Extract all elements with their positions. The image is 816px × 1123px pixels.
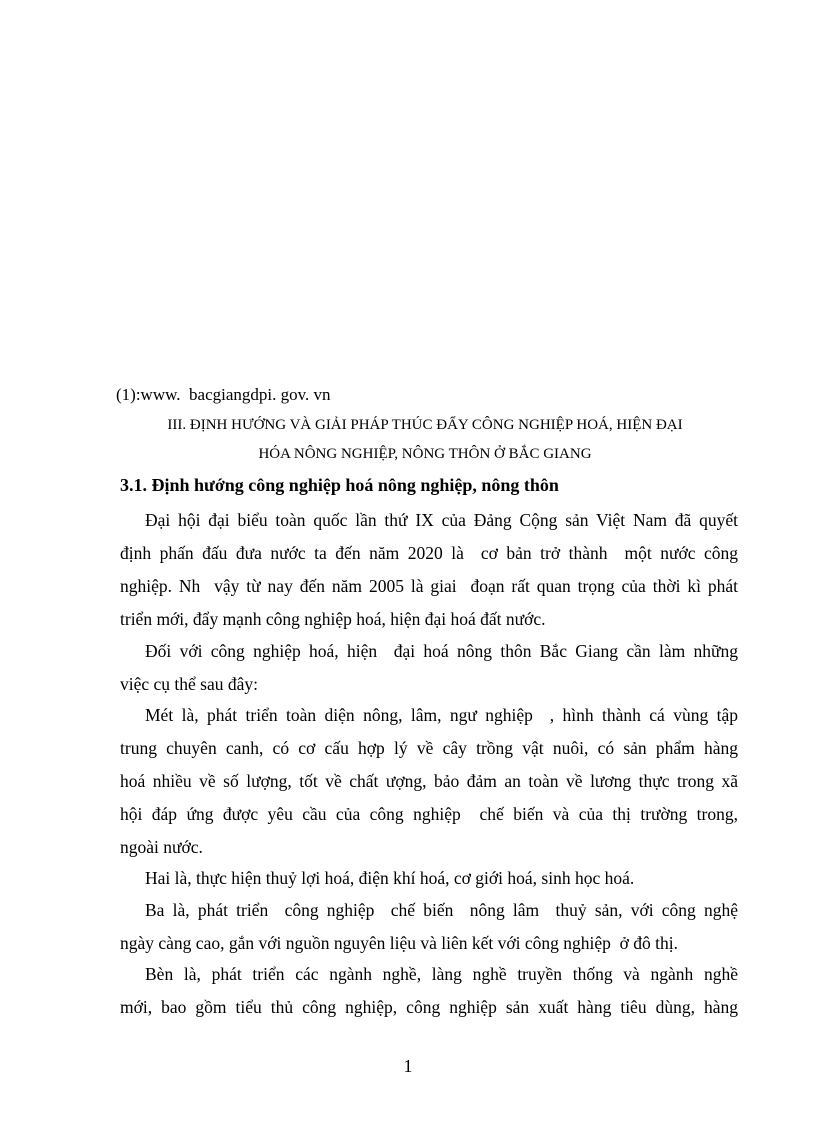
paragraph-line: hội đáp ứng được yêu cầu của công nghiệp chế biến và của thị trường trong, bbox=[120, 804, 738, 824]
paragraph-line: Mét là, phát triển toàn diện nông, lâm, ngư nghiệp , hình thành cá vùng tập bbox=[145, 705, 738, 725]
paragraph-line: mới, bao gồm tiểu thủ công nghiệp, công nghiệp sản xuất hàng tiêu dùng, hàng bbox=[120, 997, 738, 1017]
paragraph-line: hoá nhiều về số lượng, tốt về chất ượng, bảo đảm an toàn về lương thực trong xã bbox=[120, 771, 738, 791]
page-number: 1 bbox=[403, 1056, 413, 1076]
paragraph-line: Bèn là, phát triển các ngành nghề, làng nghề truyền thống và ngành nghề bbox=[145, 964, 738, 984]
section-heading-line-1: III. ĐỊNH HƯỚNG VÀ GIẢI PHÁP THÚC ĐẨY CÔNG NGHIỆP HOÁ, HIỆN ĐẠI bbox=[167, 417, 683, 433]
subsection-heading: 3.1. Định hướng công nghiệp hoá nông nghiệp, nông thôn bbox=[120, 475, 559, 495]
paragraph-line: Đại hội đại biểu toàn quốc lần thứ IX của Đảng Cộng sản Việt Nam đã quyết bbox=[145, 510, 738, 530]
paragraph-line: việc cụ thể sau đây: bbox=[120, 674, 259, 694]
paragraph-line: Đối với công nghiệp hoá, hiện đại hoá nông thôn Bắc Giang cần làm những bbox=[145, 641, 738, 661]
paragraph-line: ngày càng cao, gắn với nguồn nguyên liệu và liên kết với công nghiệp ở đô thị. bbox=[120, 933, 678, 953]
paragraph-line: Hai là, thực hiện thuỷ lợi hoá, điện khí hoá, cơ giới hoá, sinh học hoá. bbox=[145, 868, 635, 888]
paragraph-line: nghiệp. Nh vậy từ nay đến năm 2005 là giai đoạn rất quan trọng của thời kì phát bbox=[120, 576, 738, 596]
footnote: (1):www. bacgiangdpi. gov. vn bbox=[116, 385, 331, 404]
section-heading-line-2: HÓA NÔNG NGHIỆP, NÔNG THÔN Ở BẮC GIANG bbox=[258, 446, 592, 462]
paragraph-line: ngoài nước. bbox=[120, 837, 203, 857]
paragraph-line: Ba là, phát triển công nghiệp chế biến nông lâm thuỷ sản, với công nghệ bbox=[145, 900, 738, 920]
paragraph-line: trung chuyên canh, có cơ cấu hợp lý về cây trồng vật nuôi, có sản phẩm hàng bbox=[120, 738, 738, 758]
paragraph-line: định phấn đấu đưa nước ta đến năm 2020 là cơ bản trở thành một nước công bbox=[120, 543, 738, 563]
paragraph-line: triển mới, đẩy mạnh công nghiệp hoá, hiện đại hoá đất nước. bbox=[120, 609, 546, 629]
